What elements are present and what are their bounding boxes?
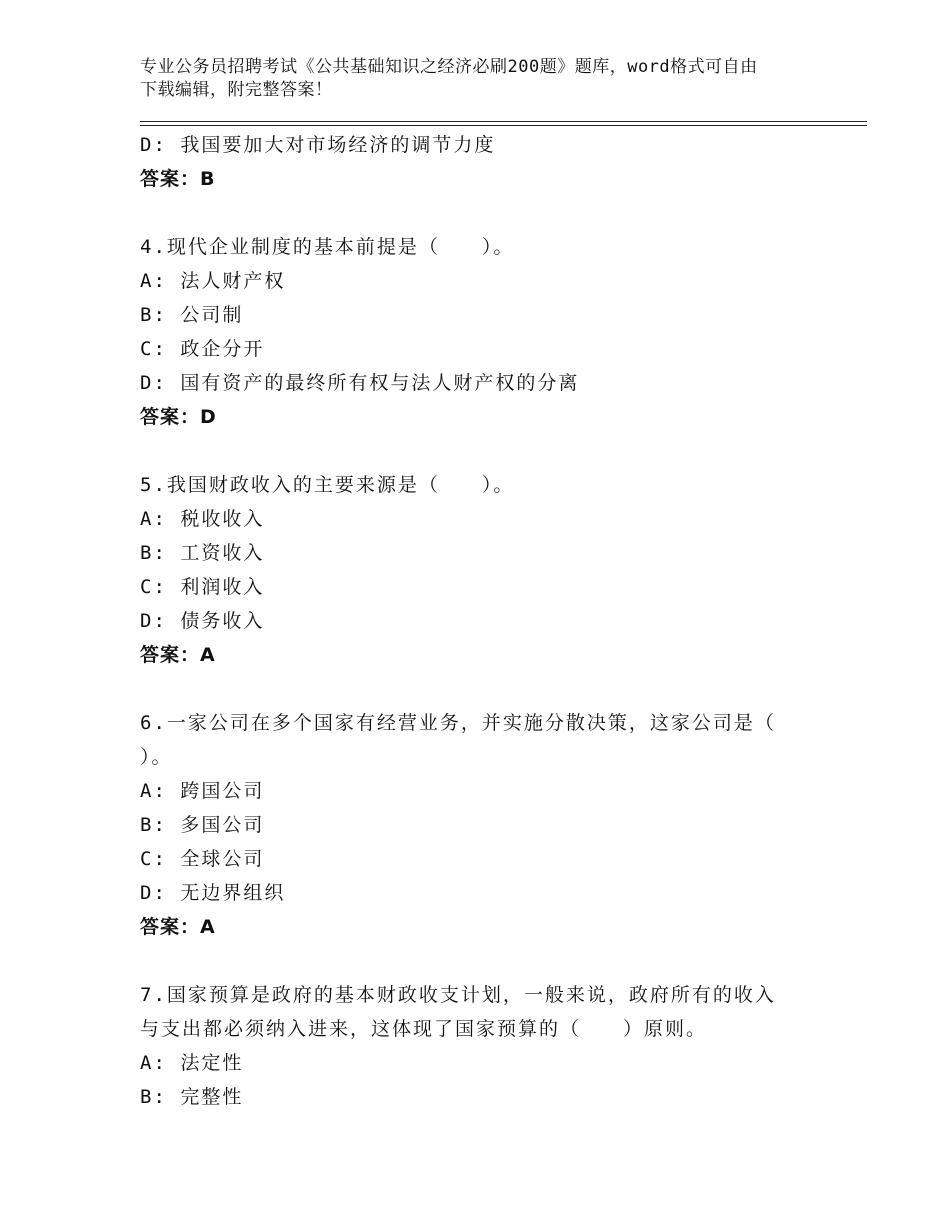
question-6-text-line-1: 6.一家公司在多个国家有经营业务，并实施分散决策，这家公司是（ xyxy=(140,712,776,734)
document-header xyxy=(140,56,820,102)
option-c: C: 全球公司 xyxy=(140,848,265,870)
spacer xyxy=(140,434,800,468)
question-6-text-line-2: ）。 xyxy=(140,746,173,768)
option-b: B: 工资收入 xyxy=(140,542,265,564)
option-d: D: 债务收入 xyxy=(140,610,265,632)
option-b: B: 多国公司 xyxy=(140,814,265,836)
option-a: A: 法人财产权 xyxy=(140,270,286,292)
header-line-1: 专业公务员招聘考试《公共基础知识之经济必刷200题》题库，word格式可自由 xyxy=(140,57,758,77)
option-d: D: 我国要加大对市场经济的调节力度 xyxy=(140,134,496,156)
option-c: C: 政企分开 xyxy=(140,338,265,360)
option-a: A: 税收收入 xyxy=(140,508,265,530)
option-a: A: 法定性 xyxy=(140,1052,244,1074)
option-d: D: 国有资产的最终所有权与法人财产权的分离 xyxy=(140,372,580,394)
answer-label: 答案：B xyxy=(140,168,216,190)
spacer xyxy=(140,672,800,706)
option-c: C: 利润收入 xyxy=(140,576,265,598)
question-7-text-line-2: 与支出都必须纳入进来，这体现了国家预算的（ ）原则。 xyxy=(140,1018,708,1040)
option-b: B: 公司制 xyxy=(140,304,244,326)
question-4-text: 4.现代企业制度的基本前提是（ ）。 xyxy=(140,236,515,258)
spacer xyxy=(140,944,800,978)
question-5-text: 5.我国财政收入的主要来源是（ ）。 xyxy=(140,474,515,496)
answer-label: 答案：D xyxy=(140,406,217,428)
question-list xyxy=(140,128,800,1114)
answer-label: 答案：A xyxy=(140,644,216,666)
option-a: A: 跨国公司 xyxy=(140,780,265,802)
spacer xyxy=(140,196,800,230)
header-line-2: 下载编辑，附完整答案！ xyxy=(140,80,333,100)
option-b: B: 完整性 xyxy=(140,1086,244,1108)
answer-label: 答案：A xyxy=(140,916,216,938)
option-d: D: 无边界组织 xyxy=(140,882,286,904)
question-7-text-line-1: 7.国家预算是政府的基本财政收支计划，一般来说，政府所有的收入 xyxy=(140,984,776,1006)
header-divider xyxy=(140,121,867,126)
